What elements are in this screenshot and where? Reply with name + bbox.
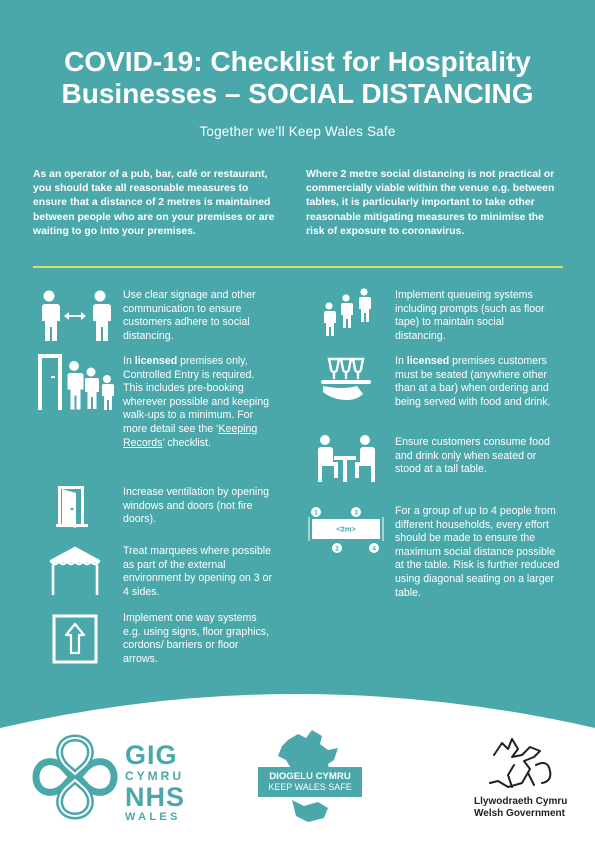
divider-rule — [33, 266, 563, 268]
welsh-government-wordmark: Llywodraeth Cymru Welsh Government — [474, 796, 568, 819]
title-line-1: COVID-19: Checklist for Hospitality — [64, 46, 531, 77]
queue-icon — [320, 288, 376, 336]
title-line-2: Businesses – SOCIAL DISTANCING — [61, 78, 534, 109]
seat-label-4: 4 — [372, 545, 376, 553]
keep-wales-safe-banner: DIOGELU CYMRU KEEP WALES SAFE — [258, 767, 362, 797]
item-seated-ordering-text: In licensed premises customers must be seated (anywhere other than at a bar) when ordering and being served with food and drink. — [395, 355, 551, 408]
seat-label-3: 3 — [354, 509, 358, 517]
subtitle: Together we’ll Keep Wales Safe — [199, 124, 396, 139]
item-diagonal-seating-text: For a group of up to 4 people from different households, every effort should be made to ensure the maximum social distance possible at the table. Risk is further reduced using diagonal seating on a larger table. — [395, 505, 560, 599]
one-way-arrow-icon — [52, 614, 98, 664]
seated-table-icon — [312, 434, 378, 484]
door-group-icon — [36, 352, 118, 412]
intro-right: Where 2 metre social distancing is not practical or commercially viable within the venue e.g. between tables, it is particularly important to take other reasonable mitigating measures to minimise the risk of exposure to coronavirus. — [306, 169, 555, 237]
item-marquees-text: Treat marquees where possible as part of the external environment by opening on 3 or 4 sides. — [123, 545, 273, 598]
page-title — [0, 46, 595, 110]
intro-left: As an operator of a pub, bar, café or restaurant, you should take all reasonable measures to ensure that a distance of 2 metres is maintained between people who are on your premises or are waiting to go into your premises. — [33, 169, 275, 237]
item-controlled-entry-text: In licensed premises only, Controlled Entry is required. This includes pre-booking wherever possible and keeping walk-ups to a minimum. For more detail see the ‘Keeping Records’ checklist. — [123, 355, 270, 449]
seat-label-1: 1 — [314, 509, 318, 517]
marquee-icon — [47, 545, 103, 597]
distance-label: <2m> — [336, 524, 356, 534]
nhs-wales-logo — [30, 732, 120, 822]
item-one-way-text: Implement one way systems e.g. using signs, floor graphics, cordons/ barriers or floor arrows. — [123, 612, 270, 665]
welsh-dragon-icon — [484, 735, 558, 793]
two-people-distance-icon — [38, 290, 112, 342]
diagonal-table-icon — [306, 505, 386, 557]
item-queueing-text: Implement queueing systems including prompts (such as floor tape) to maintain social distancing. — [395, 289, 545, 342]
item-ventilation-text: Increase ventilation by opening windows and doors (not fire doors). — [123, 486, 270, 526]
nhs-wales-wordmark: GIG CYMRU NHS WALES — [125, 740, 186, 823]
keeping-records-link[interactable]: Keeping Records — [123, 422, 258, 449]
drinks-tray-icon — [315, 355, 377, 407]
item-consume-seated-text: Ensure customers consume food and drink only when seated or stood at a tall table. — [395, 436, 550, 476]
item-signage-text: Use clear signage and other communication to ensure customers adhere to social distancing. — [123, 289, 256, 342]
open-door-icon — [56, 484, 98, 528]
seat-label-2: 2 — [335, 545, 339, 553]
